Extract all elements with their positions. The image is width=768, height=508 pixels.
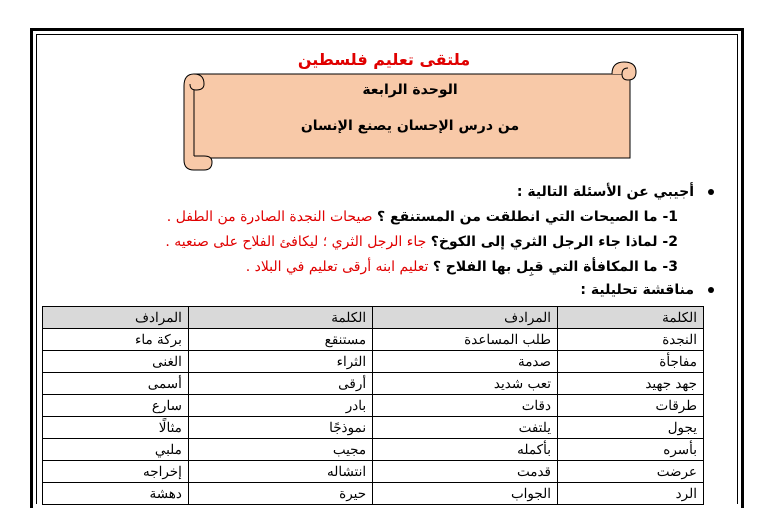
bullet-icon [708,287,714,293]
table-cell: صدمة [373,351,558,373]
question-text: 3- ما المكافأة التي قبِل بها الفلاح ؟ [432,259,678,275]
table-cell: عرضت [557,461,703,483]
table-row [43,329,704,351]
lesson-title: من درس الإحسان يصنع الإنسان [300,118,520,134]
question-text: 2- لماذا جاء الرجل الثري إلى الكوخ؟ [430,234,678,250]
table-header-row [43,307,704,329]
table-cell: يلتفت [373,417,558,439]
questions-heading [517,184,714,200]
table-row [43,351,704,373]
question-3 [246,259,678,275]
site-title: ملتقى تعليم فلسطين [297,50,471,69]
analysis-heading-text: مناقشة تحليلية : [580,282,694,298]
table-row [43,373,704,395]
question-2 [165,234,678,250]
table-cell: مفاجأة [557,351,703,373]
vocabulary-table [42,306,704,505]
column-header: المرادف [373,307,558,329]
table-cell: بركة ماء [43,329,189,351]
table-cell: أرقى [188,373,372,395]
table-row [43,395,704,417]
column-header: الكلمة [188,307,372,329]
unit-title: الوحدة الرابعة [362,82,458,98]
table-row [43,439,704,461]
table-cell: قدمت [373,461,558,483]
table-cell: يجول [557,417,703,439]
table-cell: الغنى [43,351,189,373]
scroll-banner-graphic [182,60,642,172]
analysis-heading [580,282,714,298]
table-cell: مستنقع [188,329,372,351]
table-cell: بأكمله [373,439,558,461]
table-cell: طرقات [557,395,703,417]
table-cell: سارع [43,395,189,417]
table-cell: انتشاله [188,461,372,483]
table-cell: الثراء [188,351,372,373]
table-cell: إخراجه [43,461,189,483]
table-row [43,483,704,505]
column-header: الكلمة [557,307,703,329]
table-cell: بأسره [557,439,703,461]
table-cell: حيرة [188,483,372,505]
answer-text: جاء الرجل الثري ؛ ليكافئ الفلاح على صنعيه . [165,234,427,250]
table-cell: طلب المساعدة [373,329,558,351]
table-cell: النجدة [557,329,703,351]
table-cell: نموذجًا [188,417,372,439]
bullet-icon [708,189,714,195]
question-1 [167,209,678,225]
column-header: المرادف [43,307,189,329]
table-cell: مثالًا [43,417,189,439]
table-row [43,461,704,483]
table-cell: بادر [188,395,372,417]
table-cell: الجواب [373,483,558,505]
table-cell: دهشة [43,483,189,505]
table-cell: دقات [373,395,558,417]
table-cell: أسمى [43,373,189,395]
table-row [43,417,704,439]
table-cell: الرد [557,483,703,505]
question-text: 1- ما الصيحات التي انطلقت من المستنقع ؟ [377,209,678,225]
table-cell: ملبي [43,439,189,461]
table-cell: مجيب [188,439,372,461]
answer-text: تعليم ابنه أرقى تعليم في البلاد . [245,259,429,275]
answer-text: صيحات النجدة الصادرة من الطفل . [166,209,373,225]
table-cell: جهد جهيد [557,373,703,395]
table-cell: تعب شديد [373,373,558,395]
questions-heading-text: أجيبي عن الأسئلة التالية : [516,184,694,200]
